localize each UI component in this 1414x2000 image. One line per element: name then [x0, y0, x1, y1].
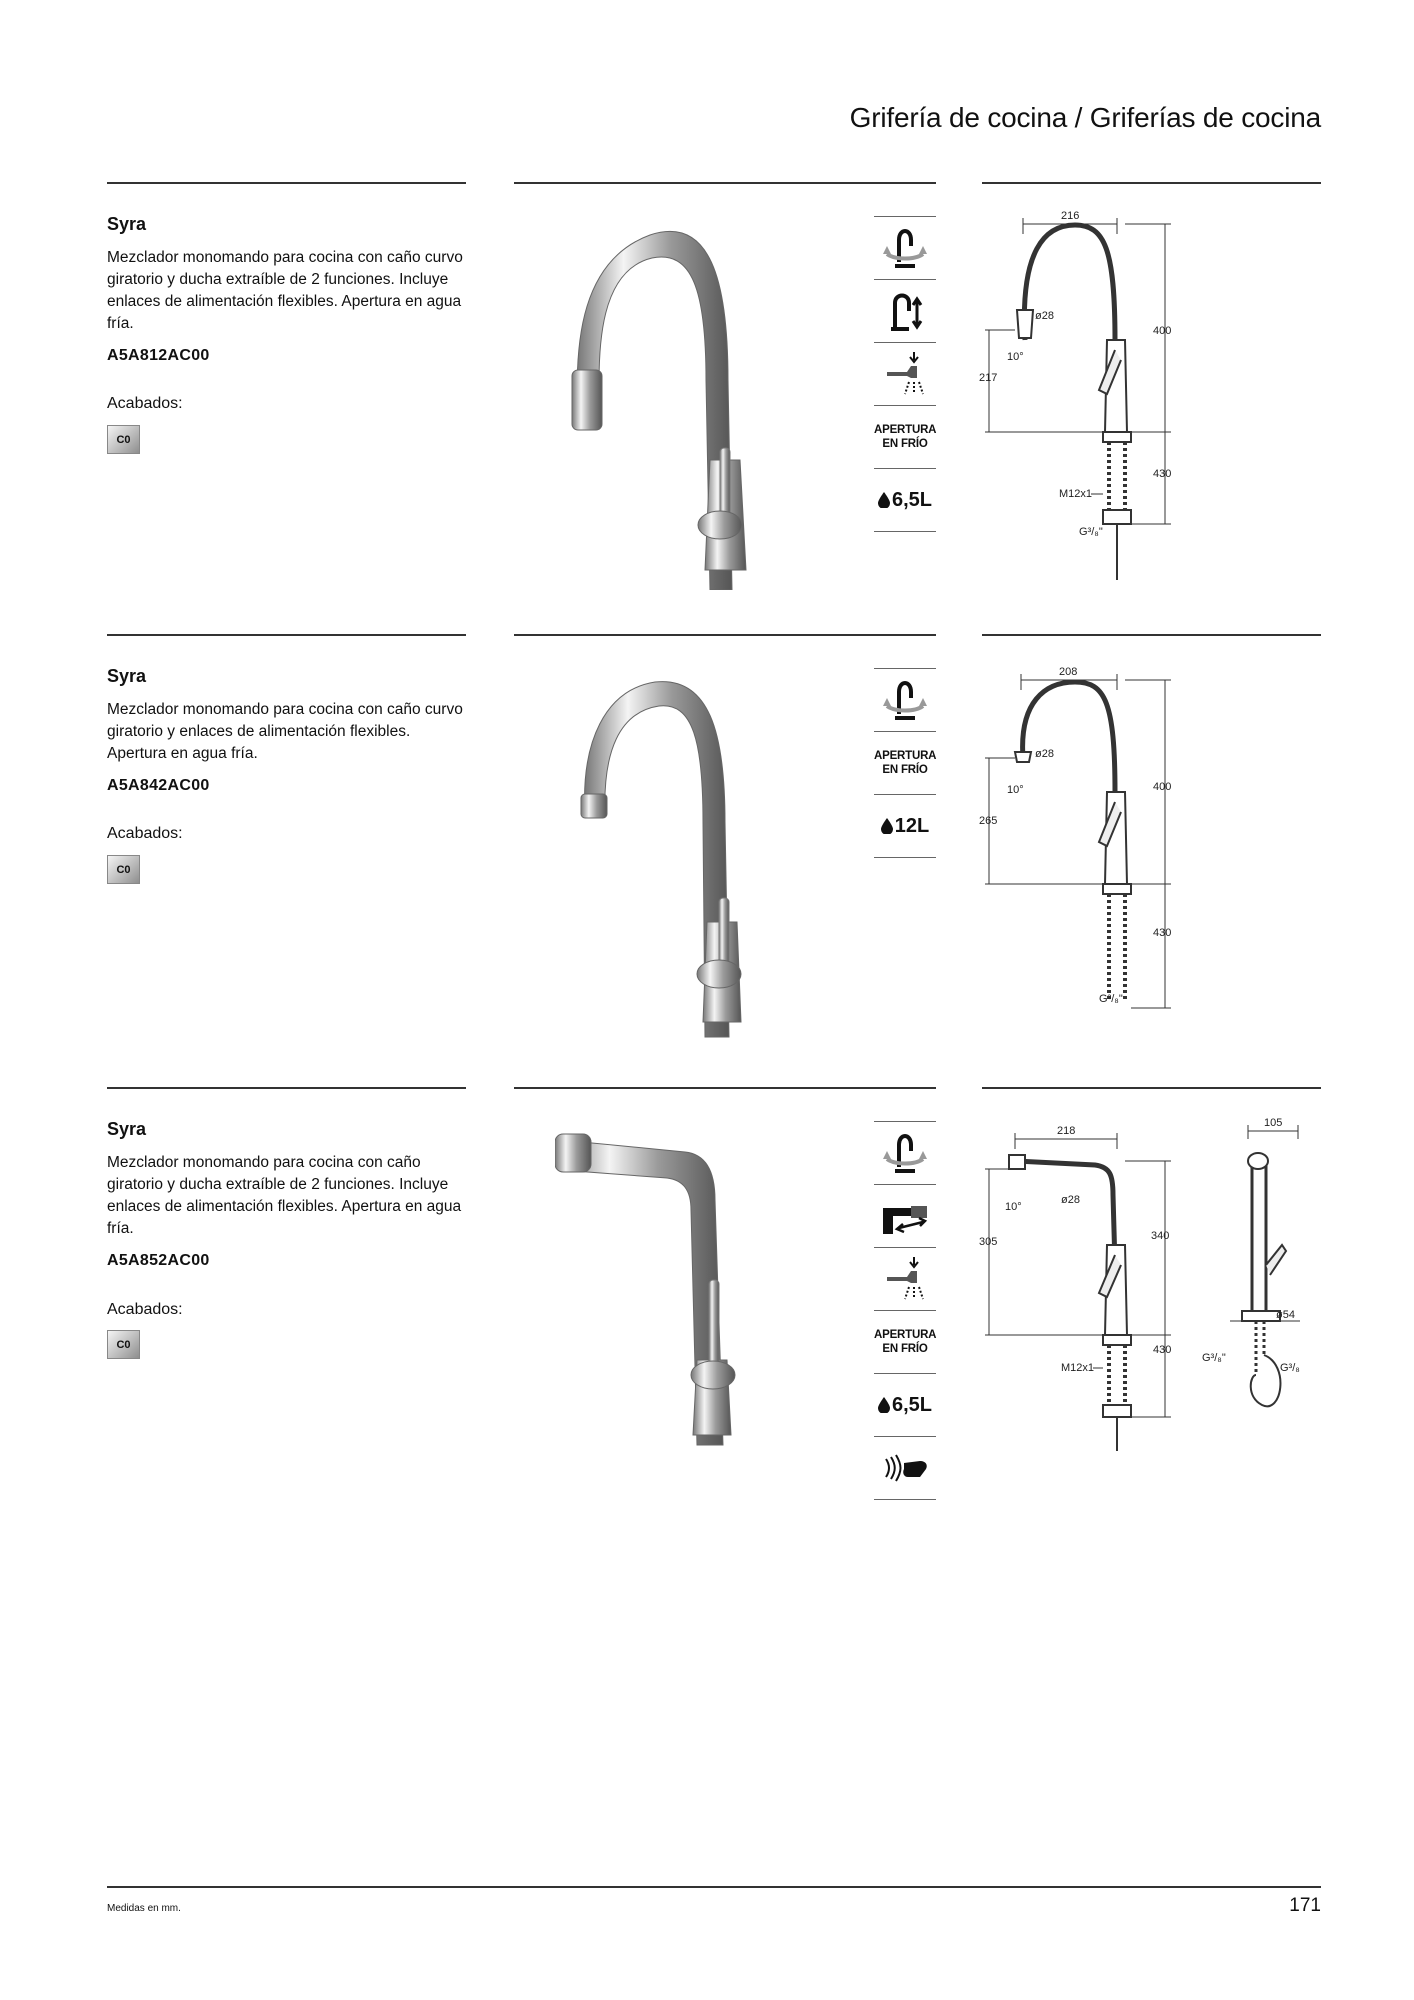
faucet-photo: [555, 1130, 775, 1450]
finishes-label: Acabados:: [107, 1301, 183, 1318]
dim-side-diameter: ø54: [1276, 1309, 1295, 1321]
dim-diameter: ø28: [1061, 1194, 1080, 1206]
rule-p2-photo: [514, 634, 936, 636]
technical-drawing-front: [975, 1115, 1185, 1455]
flow-rate-value: 6,5L: [891, 488, 933, 511]
finish-swatch-chrome: C0: [107, 1330, 140, 1359]
touch-sensor-icon: [874, 1437, 936, 1500]
product-code: A5A842AC00: [107, 777, 210, 794]
dim-height: 400: [1153, 781, 1172, 793]
rule-p1-drawing: [982, 182, 1321, 184]
finish-swatch-chrome: C0: [107, 425, 140, 454]
feature-icons: [874, 216, 936, 532]
swivel-spout-icon: [874, 216, 936, 280]
footer-rule: [107, 1886, 1321, 1888]
dim-height: 340: [1151, 1230, 1170, 1242]
spray-function-icon: [874, 343, 936, 406]
flow-rate-icon: [874, 795, 936, 858]
dim-spout: 217: [979, 372, 998, 384]
dim-side-connection-right: G³/₈: [1280, 1362, 1300, 1374]
dim-angle: 10°: [1007, 351, 1024, 363]
rule-p1-text: [107, 182, 466, 184]
dim-width: 208: [1059, 666, 1078, 678]
dim-below-counter: 430: [1153, 927, 1172, 939]
technical-drawing-side: [1190, 1115, 1315, 1415]
dim-side-connection-left: G³/₈": [1202, 1352, 1226, 1364]
swivel-spout-icon: [874, 668, 936, 732]
product-name: Syra: [107, 214, 147, 234]
cold-opening-icon: [874, 406, 936, 469]
page-title: Grifería de cocina / Griferías de cocina: [849, 102, 1321, 133]
product-name: Syra: [107, 1119, 147, 1139]
flow-rate-value: 6,5L: [891, 1393, 933, 1416]
flow-rate-icon: [874, 1374, 936, 1437]
swivel-spout-icon: [874, 1121, 936, 1185]
cold-opening-label: APERTURA EN FRÍO: [874, 424, 937, 450]
product-code: A5A812AC00: [107, 347, 210, 364]
page-number: 171: [1289, 1895, 1321, 1916]
dim-connection: G³/₈": [1079, 526, 1103, 538]
flow-rate-value: 12L: [894, 814, 930, 837]
dim-below-counter: 430: [1153, 468, 1172, 480]
product-name: Syra: [107, 666, 147, 686]
dim-diameter: ø28: [1035, 748, 1054, 760]
dim-width: 218: [1057, 1125, 1076, 1137]
dim-spout: 265: [979, 815, 998, 827]
dim-thread: M12x1: [1061, 1362, 1095, 1374]
cold-opening-label: APERTURA EN FRÍO: [874, 1329, 937, 1355]
dim-angle: 10°: [1007, 784, 1024, 796]
product-code: A5A852AC00: [107, 1252, 210, 1269]
dim-angle: 10°: [1005, 1201, 1022, 1213]
finishes-label: Acabados:: [107, 825, 183, 842]
dim-below-counter: 430: [1153, 1344, 1172, 1356]
dim-side-width: 105: [1264, 1117, 1283, 1129]
rule-p2-text: [107, 634, 466, 636]
water-drop-icon: [881, 818, 893, 834]
rule-p3-drawing: [982, 1087, 1321, 1089]
pull-out-spout-icon: [874, 1185, 936, 1248]
footer-note: Medidas en mm.: [107, 1903, 181, 1914]
spray-function-icon: [874, 1248, 936, 1311]
technical-drawing: [975, 662, 1185, 1042]
rule-p2-drawing: [982, 634, 1321, 636]
faucet-photo: [560, 220, 780, 590]
rule-p1-photo: [514, 182, 936, 184]
finishes-label: Acabados:: [107, 395, 183, 412]
product-description: Mezclador monomando para cocina con caño giratorio y ducha extraíble de 2 funciones. Incluye enlaces de alimentación flexibles. Apertura en agua fría.: [107, 1154, 462, 1237]
feature-icons: [874, 1121, 936, 1500]
feature-icons: [874, 668, 936, 858]
rule-p3-text: [107, 1087, 466, 1089]
dim-diameter: ø28: [1035, 310, 1054, 322]
dim-thread: M12x1: [1059, 488, 1093, 500]
cold-opening-icon: [874, 732, 936, 795]
product-description: Mezclador monomando para cocina con caño curvo giratorio y enlaces de alimentación flexibles. Apertura en agua fría.: [107, 701, 463, 762]
water-drop-icon: [878, 492, 890, 508]
faucet-photo: [575, 672, 775, 1042]
water-drop-icon: [878, 1397, 890, 1413]
cold-opening-icon: [874, 1311, 936, 1374]
dim-height: 400: [1153, 325, 1172, 337]
rule-p3-photo: [514, 1087, 936, 1089]
flow-rate-icon: [874, 469, 936, 532]
product-description: Mezclador monomando para cocina con caño curvo giratorio y ducha extraíble de 2 funciones. Incluye enlaces de alimentación flexibles. Apertura en agua fría.: [107, 249, 463, 332]
finish-swatch-chrome: C0: [107, 855, 140, 884]
cold-opening-label: APERTURA EN FRÍO: [874, 750, 937, 776]
technical-drawing: [975, 210, 1185, 590]
pull-out-spray-icon: [874, 280, 936, 343]
dim-spout: 305: [979, 1236, 998, 1248]
dim-width: 216: [1061, 210, 1080, 222]
dim-connection: G³/₈": [1099, 993, 1123, 1005]
